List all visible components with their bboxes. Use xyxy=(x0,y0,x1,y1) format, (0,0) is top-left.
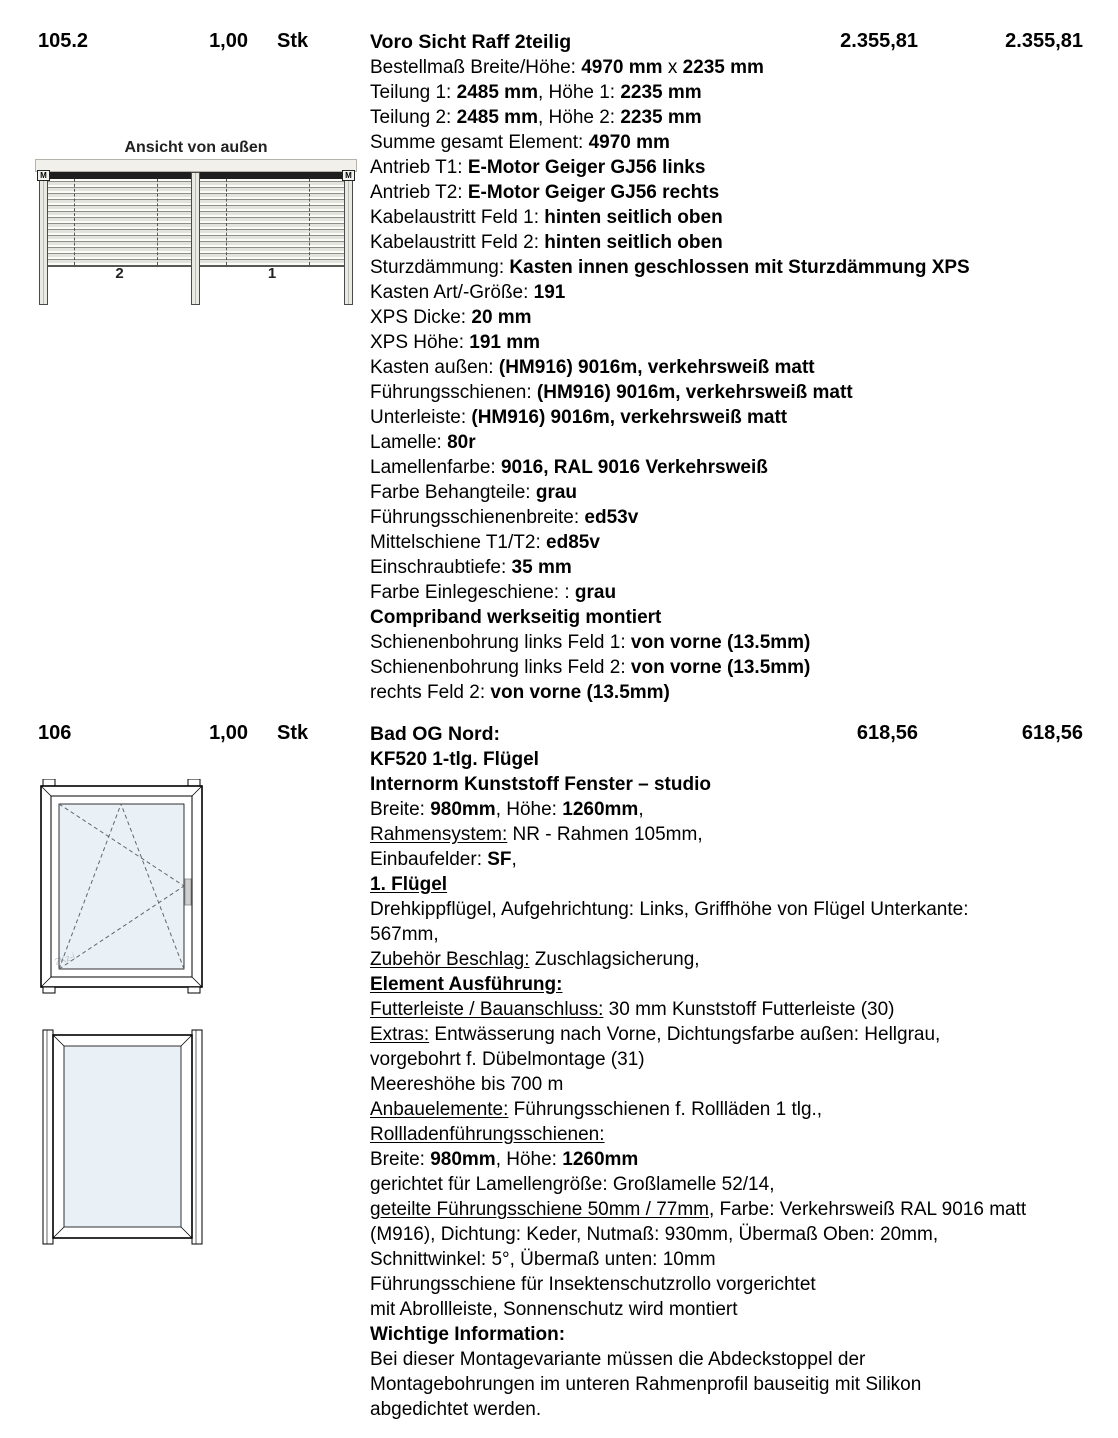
text-segment: Compriband werkseitig montiert xyxy=(370,607,662,628)
desc-line xyxy=(370,1097,1094,1122)
text-segment: 4970 mm xyxy=(588,132,670,153)
desc-line xyxy=(370,1172,1094,1197)
blind-field-2 xyxy=(48,179,191,267)
text-segment: 2235 mm xyxy=(620,82,702,103)
item-title: Voro Sicht Raff 2teilig xyxy=(370,31,572,53)
text-segment: Internorm Kunststoff Fenster – studio xyxy=(370,774,711,795)
desc-line xyxy=(370,797,1094,822)
text-segment: Schnittwinkel: 5°, Übermaß unten: 10mm xyxy=(370,1249,716,1270)
desc-line xyxy=(370,872,1094,897)
text-segment: , Höhe: xyxy=(495,1149,563,1170)
desc-line xyxy=(370,155,1094,180)
text-segment: Einschraubtiefe: xyxy=(370,557,512,578)
field-label-2: 2 xyxy=(115,265,124,282)
text-segment: Schienenbohrung links Feld 2: xyxy=(370,657,631,678)
lift-cord xyxy=(157,179,158,265)
item-unit-price: 2.355,81 xyxy=(840,30,918,52)
text-segment: Kasten außen: xyxy=(370,357,499,378)
text-segment: Anbauelemente: xyxy=(370,1099,509,1120)
desc-line xyxy=(370,897,1094,922)
text-segment: rechts Feld 2: xyxy=(370,682,491,703)
text-segment: ed85v xyxy=(546,532,600,553)
desc-line xyxy=(370,1147,1094,1172)
text-segment: abgedichtet werden. xyxy=(370,1399,542,1420)
item-unit-price: 618,56 xyxy=(856,722,918,744)
text-segment: 35 mm xyxy=(511,557,572,578)
text-segment: 80r xyxy=(447,432,476,453)
text-segment: von vorne (13.5mm) xyxy=(630,657,811,678)
item-quantity: 1,00 xyxy=(209,722,248,744)
text-segment: Führungsschienen f. Rollläden 1 tlg., xyxy=(508,1099,823,1120)
desc-line xyxy=(370,847,1094,872)
text-segment: Kasten Art/-Größe: xyxy=(370,282,534,303)
text-segment: Farbe Einlegeschiene: : xyxy=(370,582,575,603)
item-total-price: 2.355,81 xyxy=(1005,30,1083,52)
desc-line xyxy=(370,355,1094,380)
desc-line xyxy=(370,922,1094,947)
text-segment: , Höhe: xyxy=(495,799,563,820)
guide-rail-middle xyxy=(191,172,200,305)
text-segment: 1. Flügel xyxy=(370,874,448,895)
desc-line xyxy=(370,580,1094,605)
text-segment: Sturzdämmung: xyxy=(370,257,510,278)
text-segment: 2235 mm xyxy=(620,107,702,128)
text-segment: , xyxy=(511,849,517,870)
desc-line xyxy=(370,430,1094,455)
window-glass xyxy=(59,804,184,969)
item-description xyxy=(370,722,1094,1422)
text-segment: hinten seitlich oben xyxy=(544,232,723,253)
text-segment: gerichtet für Lamellengröße: Großlamelle 52/14, xyxy=(370,1174,775,1195)
desc-line xyxy=(370,480,1094,505)
desc-line xyxy=(370,180,1094,205)
text-segment: Element Ausführung: xyxy=(370,974,563,995)
desc-line xyxy=(370,772,1094,797)
text-segment: Kabelaustritt Feld 1: xyxy=(370,207,545,228)
text-segment: Führungsschienen: xyxy=(370,382,537,403)
window-handle xyxy=(185,879,191,905)
text-segment: Schienenbohrung links Feld 1: xyxy=(370,632,631,653)
text-segment: KF520 1-tlg. Flügel xyxy=(370,749,539,770)
text-segment: (HM916) 9016m, verkehrsweiß matt xyxy=(471,407,788,428)
desc-line xyxy=(370,205,1094,230)
item-position: 106 xyxy=(38,722,72,744)
desc-line xyxy=(370,405,1094,430)
desc-line xyxy=(370,1347,1094,1372)
text-segment: Summe gesamt Element: xyxy=(370,132,589,153)
desc-line xyxy=(370,680,1094,705)
motor-label-right: M xyxy=(342,170,355,181)
text-segment: Futterleiste / Bauanschluss: xyxy=(370,999,604,1020)
desc-line xyxy=(370,630,1094,655)
item-description-lines xyxy=(370,747,1094,1422)
blind-lintel xyxy=(35,159,357,172)
desc-line xyxy=(370,605,1094,630)
text-segment: XPS Dicke: xyxy=(370,307,472,328)
text-segment: Extras: xyxy=(370,1024,430,1045)
guide-rail-right xyxy=(344,172,353,305)
text-segment: Zuschlagsicherung, xyxy=(529,949,700,970)
window-drawing-with-rails xyxy=(40,1028,205,1246)
mount-tab xyxy=(188,779,200,786)
blind-caption: Ansicht von außen xyxy=(124,139,268,156)
text-segment: Lamellenfarbe: xyxy=(370,457,501,478)
text-segment: von vorne (13.5mm) xyxy=(490,682,670,703)
item-quantity: 1,00 xyxy=(209,30,248,52)
text-segment: grau xyxy=(574,582,617,603)
text-segment: Meereshöhe bis 700 m xyxy=(370,1074,564,1095)
text-segment: Drehkippflügel, Aufgehrichtung: Links, Griffhöhe von Flügel Unterkante: xyxy=(370,899,969,920)
desc-line xyxy=(370,55,1094,80)
text-segment: (HM916) 9016m, verkehrsweiß matt xyxy=(536,382,853,403)
item-position: 105.2 xyxy=(38,30,89,52)
desc-line xyxy=(370,822,1094,847)
shutter-rail-left xyxy=(43,1030,53,1244)
text-segment: 2485 mm xyxy=(456,107,538,128)
desc-line xyxy=(370,305,1094,330)
text-segment: 20 mm xyxy=(471,307,532,328)
text-segment: , xyxy=(638,799,644,820)
text-segment: Kasten innen geschlossen mit Sturzdämmung XPS xyxy=(509,257,970,278)
desc-line xyxy=(370,1247,1094,1272)
text-segment: E-Motor Geiger GJ56 rechts xyxy=(467,182,720,203)
mount-tab xyxy=(188,987,200,993)
text-segment: 30 mm Kunststoff Futterleiste (30) xyxy=(603,999,895,1020)
text-segment: Breite: xyxy=(370,1149,431,1170)
text-segment: Rollladenführungsschienen: xyxy=(370,1124,605,1145)
desc-line xyxy=(370,1022,1094,1047)
text-segment: Breite: xyxy=(370,799,431,820)
desc-line xyxy=(370,947,1094,972)
text-segment: Entwässerung nach Vorne, Dichtungsfarbe außen: Hellgrau, xyxy=(429,1024,941,1045)
text-segment: 191 mm xyxy=(469,332,541,353)
desc-line xyxy=(370,1072,1094,1097)
text-segment: Kabelaustritt Feld 2: xyxy=(370,232,545,253)
lift-cord xyxy=(74,179,75,265)
text-segment: x xyxy=(662,57,683,78)
text-segment: vorgebohrt f. Dübelmontage (31) xyxy=(370,1049,645,1070)
desc-line xyxy=(370,1197,1094,1222)
text-segment: Wichtige Information: xyxy=(370,1324,566,1345)
guide-rail-left xyxy=(39,172,48,305)
desc-line xyxy=(370,1397,1094,1422)
shutter-rail-right xyxy=(192,1030,202,1244)
item-unit: Stk xyxy=(277,722,309,744)
desc-line xyxy=(370,997,1094,1022)
text-segment: Teilung 1: xyxy=(370,82,457,103)
desc-line xyxy=(370,105,1094,130)
text-segment: 9016, RAL 9016 Verkehrsweiß xyxy=(500,457,768,478)
lift-cord xyxy=(226,179,227,265)
desc-line xyxy=(370,1297,1094,1322)
text-segment: , Höhe 2: xyxy=(537,107,621,128)
field-label-1: 1 xyxy=(267,265,277,282)
text-segment: Einbaufelder: xyxy=(370,849,488,870)
item-description-lines xyxy=(370,55,1094,705)
text-segment: grau xyxy=(535,482,578,503)
motor-label-left: M xyxy=(37,170,50,181)
mount-tab xyxy=(43,987,55,993)
text-segment: 567mm, xyxy=(370,924,439,945)
text-segment: (HM916) 9016m, verkehrsweiß matt xyxy=(498,357,815,378)
text-segment: mit Abrollleiste, Sonnenschutz wird montiert xyxy=(370,1299,738,1320)
text-segment: Montagebohrungen im unteren Rahmenprofil bauseitig mit Silikon xyxy=(370,1374,922,1395)
item-description xyxy=(370,30,1094,705)
mount-tab xyxy=(43,779,55,786)
text-segment: , Höhe 1: xyxy=(537,82,621,103)
text-segment: Zubehör Beschlag: xyxy=(370,949,530,970)
desc-line xyxy=(370,1272,1094,1297)
text-segment: geteilte Führungsschiene 50mm / 77mm xyxy=(370,1199,709,1220)
desc-line xyxy=(370,1047,1094,1072)
text-segment: Mittelschiene T1/T2: xyxy=(370,532,547,553)
corner-label: 2Kz-i xyxy=(53,951,77,967)
item-unit: Stk xyxy=(277,30,309,52)
item-total-price: 618,56 xyxy=(1021,722,1083,744)
text-segment: Antrieb T1: xyxy=(370,157,468,178)
desc-line xyxy=(370,130,1094,155)
desc-line xyxy=(370,530,1094,555)
desc-line xyxy=(370,555,1094,580)
text-segment: Rahmensystem: xyxy=(370,824,508,845)
text-segment: 1260mm xyxy=(562,1149,639,1170)
desc-line xyxy=(370,1322,1094,1347)
text-segment: Bei dieser Montagevariante müssen die Abdeckstoppel der xyxy=(370,1349,866,1370)
desc-line xyxy=(370,655,1094,680)
text-segment: Unterleiste: xyxy=(370,407,472,428)
text-segment: Lamelle: xyxy=(370,432,448,453)
text-segment: von vorne (13.5mm) xyxy=(630,632,811,653)
text-segment: 191 xyxy=(533,282,566,303)
text-segment: 2235 mm xyxy=(682,57,764,78)
text-segment: SF xyxy=(487,849,512,870)
desc-line xyxy=(370,972,1094,997)
desc-line xyxy=(370,380,1094,405)
desc-line xyxy=(370,80,1094,105)
window-drawing-tilt-turn xyxy=(40,779,203,994)
text-segment: , Farbe: Verkehrsweiß RAL 9016 matt xyxy=(709,1199,1027,1220)
text-segment: (M916), Dichtung: Keder, Nutmaß: 930mm, Übermaß Oben: 20mm, xyxy=(370,1224,939,1245)
text-segment: 1260mm xyxy=(562,799,639,820)
text-segment: 4970 mm xyxy=(581,57,663,78)
text-segment: 980mm xyxy=(430,799,496,820)
desc-line xyxy=(370,230,1094,255)
lift-cord xyxy=(309,179,310,265)
text-segment: NR - Rahmen 105mm, xyxy=(507,824,703,845)
desc-line xyxy=(370,1222,1094,1247)
text-segment: Farbe Behangteile: xyxy=(370,482,536,503)
desc-line xyxy=(370,747,1094,772)
text-segment: ed53v xyxy=(584,507,639,528)
desc-line xyxy=(370,455,1094,480)
blind-field-1 xyxy=(200,179,344,267)
text-segment: E-Motor Geiger GJ56 links xyxy=(467,157,706,178)
desc-line xyxy=(370,330,1094,355)
text-segment: Antrieb T2: xyxy=(370,182,468,203)
desc-line xyxy=(370,1122,1094,1147)
desc-line xyxy=(370,505,1094,530)
window-glass xyxy=(64,1046,181,1227)
text-segment: 2485 mm xyxy=(456,82,538,103)
item-title: Bad OG Nord: xyxy=(370,723,500,745)
text-segment: Bestellmaß Breite/Höhe: xyxy=(370,57,582,78)
desc-line xyxy=(370,280,1094,305)
text-segment: Teilung 2: xyxy=(370,107,457,128)
text-segment: 980mm xyxy=(430,1149,496,1170)
text-segment: Führungsschienenbreite: xyxy=(370,507,585,528)
desc-line xyxy=(370,255,1094,280)
text-segment: Führungsschiene für Insektenschutzrollo vorgerichtet xyxy=(370,1274,816,1295)
desc-line xyxy=(370,1372,1094,1397)
text-segment: hinten seitlich oben xyxy=(544,207,723,228)
text-segment: XPS Höhe: xyxy=(370,332,470,353)
